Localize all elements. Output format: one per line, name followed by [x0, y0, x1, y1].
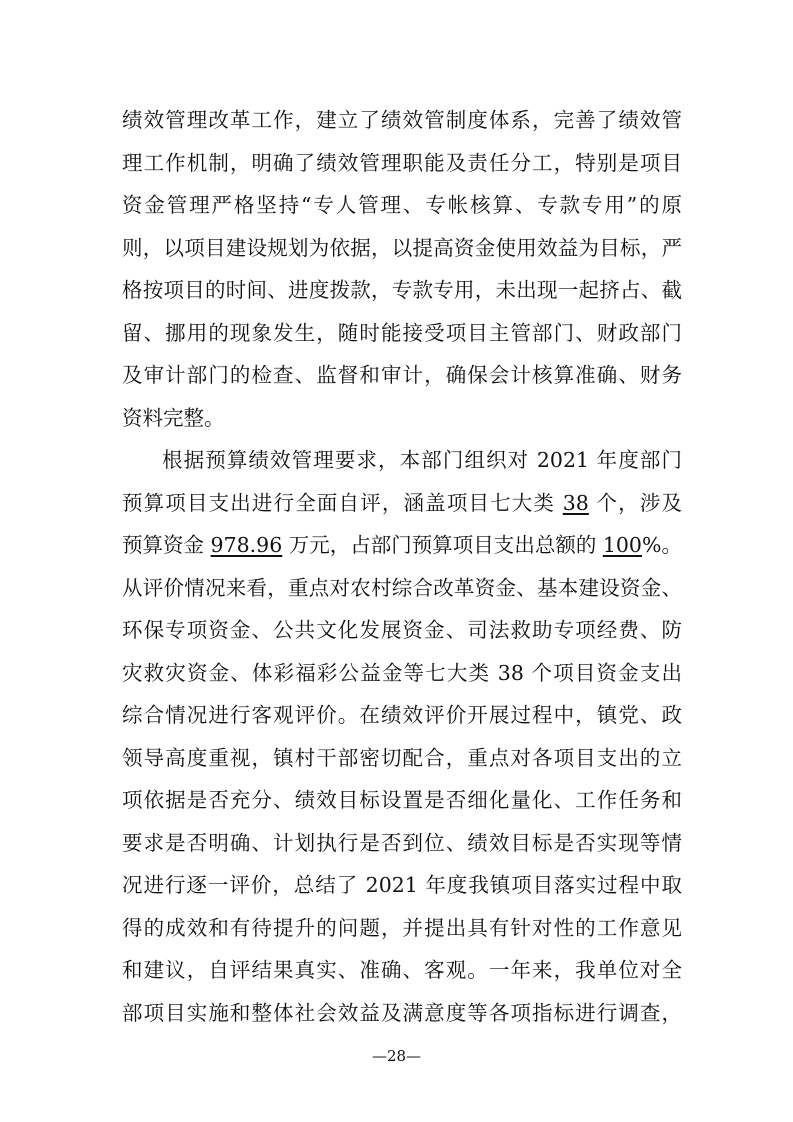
- line-text: 预算项目支出进行全面自评，涵盖项目七大类: [122, 491, 563, 515]
- paragraph-2-line-10: 要求是否明确、计划执行是否到位、绩效目标是否实现等情: [122, 831, 682, 855]
- paragraph-2-line-7: 综合情况进行客观评价。在绩效评价开展过程中，镇党、政: [122, 703, 682, 727]
- budget-amount: 978.96: [210, 533, 283, 557]
- paragraph-2-line-11: 况进行逐一评价，总结了 2021 年度我镇项目落实过程中取: [122, 873, 682, 897]
- paragraph-1-line-4: 则，以项目建设规划为依据，以提高资金使用效益为目标，严: [122, 236, 682, 260]
- project-count: 38: [562, 491, 589, 515]
- paragraph-1-line-1: 绩效管理改革工作，建立了绩效管制度体系，完善了绩效管: [122, 108, 682, 132]
- paragraph-2-line-13: 和建议，自评结果真实、准确、客观。一年来，我单位对全: [122, 958, 682, 982]
- paragraph-1-line-3: 资金管理严格坚持“专人管理、专帐核算、专款专用”的原: [122, 193, 682, 217]
- paragraph-2-line-14: 部项目实施和整体社会效益及满意度等各项指标进行调查，: [122, 1001, 682, 1025]
- paragraph-2-line-3: [122, 530, 682, 560]
- line-text: 万元，占部门预算项目支出总额的: [282, 533, 603, 557]
- paragraph-2-line-1: 根据预算绩效管理要求，本部门组织对 2021 年度部门: [162, 448, 682, 472]
- paragraph-1-line-5: 格按项目的时间、进度拨款，专款专用，未出现一起挤占、截: [122, 278, 682, 302]
- paragraph-2-line-12: 得的成效和有待提升的问题，并提出具有针对性的工作意见: [122, 916, 682, 940]
- line-text: 个，涉及: [588, 491, 682, 515]
- percent-value: 100: [602, 533, 642, 557]
- paragraph-2-line-4: 从评价情况来看，重点对农村综合改革资金、基本建设资金、: [122, 576, 682, 600]
- paragraph-2-line-2: [122, 488, 682, 518]
- paragraph-1-line-7: 及审计部门的检查、监督和审计，确保会计核算准确、财务: [122, 363, 682, 387]
- paragraph-2-line-8: 领导高度重视，镇村干部密切配合，重点对各项目支出的立: [122, 746, 682, 770]
- paragraph-2-line-9: 项依据是否充分、绩效目标设置是否细化量化、工作任务和: [122, 788, 682, 812]
- line-text: 预算资金: [122, 533, 211, 557]
- line-text: %。: [641, 533, 682, 557]
- page-number: —28—: [371, 1047, 422, 1065]
- paragraph-2-line-5: 环保专项资金、公共文化发展资金、司法救助专项经费、防: [122, 618, 682, 642]
- paragraph-1-line-2: 理工作机制，明确了绩效管理职能及责任分工，特别是项目: [122, 151, 682, 175]
- paragraph-1-line-6: 留、挪用的现象发生，随时能接受项目主管部门、财政部门: [122, 321, 682, 345]
- paragraph-1-line-8: 资料完整。: [122, 406, 225, 430]
- paragraph-2-line-6: 灾救灾资金、体彩福彩公益金等七大类 38 个项目资金支出: [122, 661, 682, 685]
